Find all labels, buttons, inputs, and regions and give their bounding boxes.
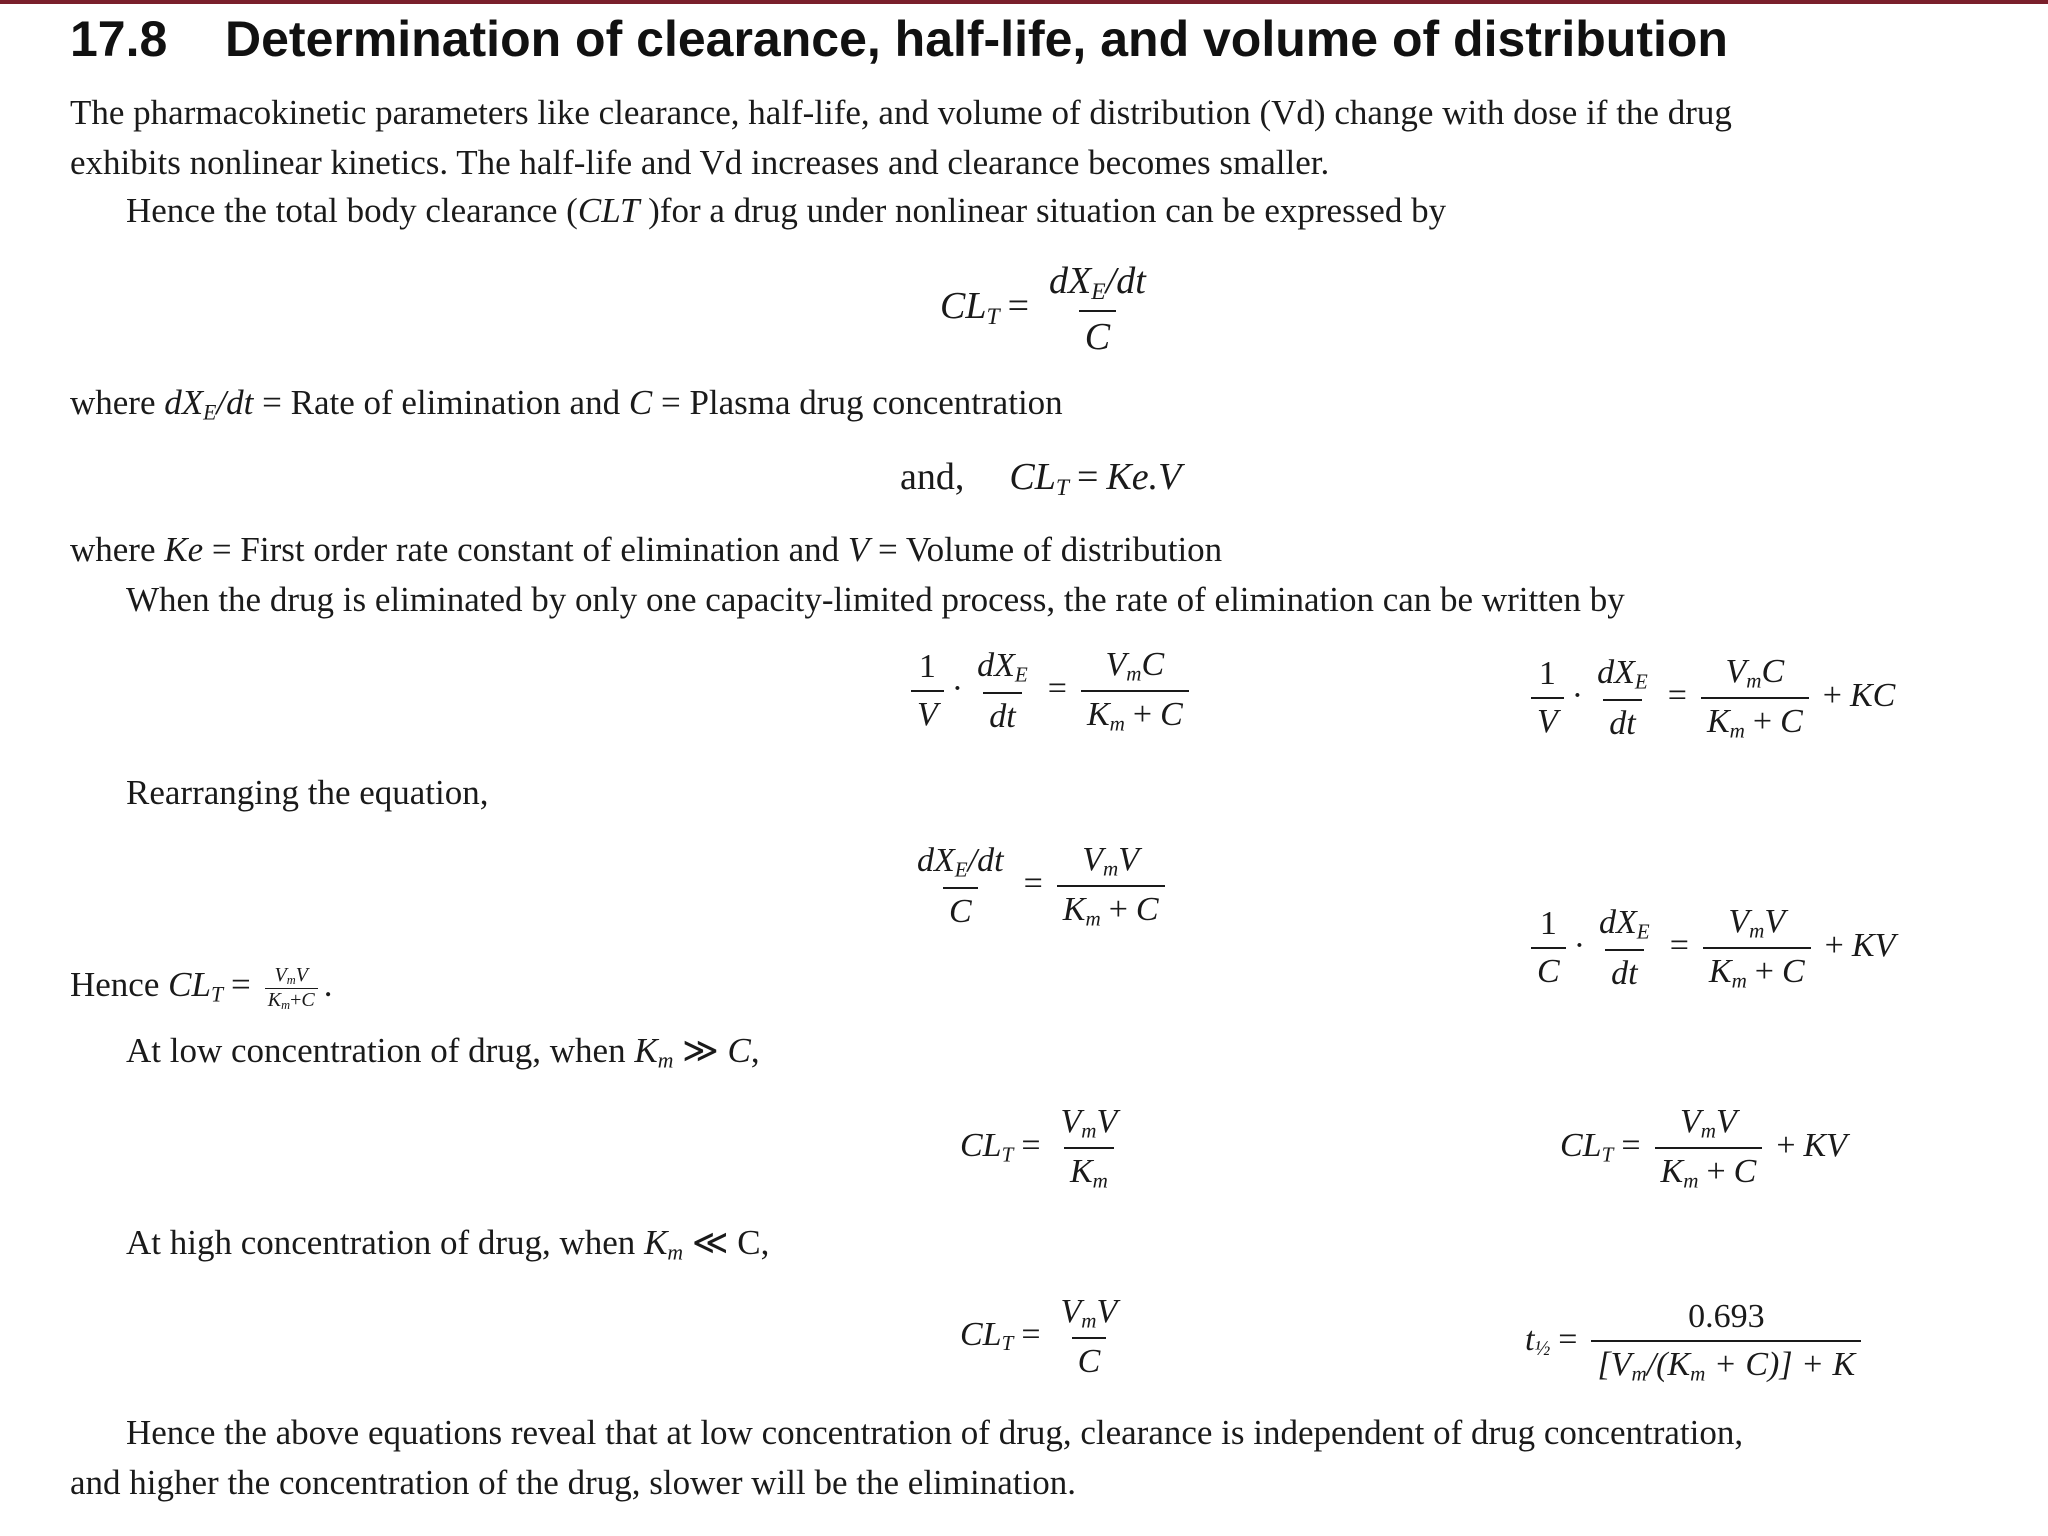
equation-clearance-high-concentration: $CL_T$ = $\frac{V_mV}{C}$ bbox=[960, 1293, 1118, 1381]
equation-cl-ke-v: and, $CL_T = Ke.V$ bbox=[900, 456, 1182, 501]
equation-rate-capacity-limited: $\frac{1}{V}$ · $\frac{dX_E}{dt}$ = $\frac{V_mC}{K_m + C}$ bbox=[905, 648, 1195, 735]
hence-clearance-expression: Hence $CL_T$ = $\frac{V_mV}{K_m+C}$ . bbox=[70, 964, 333, 1012]
section-number: 17.8 bbox=[70, 11, 168, 67]
equation-clearance-low-concentration: $CL_T$ = $\frac{V_mV}{K_m}$ bbox=[960, 1103, 1118, 1193]
conclusion-line-1: Hence the above equations reveal that at low concentration of drug, clearance is independent of drug concentration, bbox=[126, 1413, 1744, 1452]
section-title: Determination of clearance, half-life, and volume of distribution bbox=[225, 11, 1728, 67]
paragraph-2: Hence the total body clearance (CLT )for a drug under nonlinear situation can be expressed by bbox=[126, 191, 1447, 230]
top-accent-bar bbox=[0, 0, 2048, 4]
equation-half-life: $t_{\frac{1}{2}}$ = $\frac{0.693}{[V_m/(K_m + C)] + K}$ bbox=[1525, 1300, 1867, 1384]
conclusion-line-2: and higher the concentration of the drug, slower will be the elimination. bbox=[70, 1463, 1076, 1502]
equation-rate-with-linear-term: $\frac{1}{V}$ · $\frac{dX_E}{dt}$ = $\frac{V_mC}{K_m + C}$ + KC bbox=[1525, 655, 1895, 742]
low-concentration-condition: At low concentration of drug, when $K_m$ ≫ C, bbox=[126, 1031, 760, 1073]
section-heading bbox=[70, 10, 1728, 68]
where-rate-of-elimination: where $dX_E/dt$ = Rate of elimination and C = Plasma drug concentration bbox=[70, 383, 1063, 425]
where-ke-definition: where Ke = First order rate constant of elimination and V = Volume of distribution bbox=[70, 530, 1223, 569]
equation-rearranged: $\frac{dX_E/dt}{C}$ = $\frac{V_mV}{K_m + C}$ bbox=[905, 843, 1171, 930]
rearranging-label: Rearranging the equation, bbox=[126, 773, 489, 812]
paragraph-1-line-2: exhibits nonlinear kinetics. The half-life and Vd increases and clearance becomes smaller. bbox=[70, 143, 1330, 182]
equation-rearranged-with-linear-term: $\frac{1}{C}$ · $\frac{dX_E}{dt}$ = $\frac{V_mV}{K_m + C}$ + KV bbox=[1525, 905, 1895, 992]
equation-clearance-definition: $CL_T$ = $\frac{dX_E/dt}{C}$ bbox=[940, 260, 1146, 359]
paragraph-3: When the drug is eliminated by only one capacity-limited process, the rate of elimination can be written by bbox=[126, 580, 1625, 619]
paragraph-1-line-1: The pharmacokinetic parameters like clearance, half-life, and volume of distribution (Vd) change with dose if the drug bbox=[70, 93, 1732, 132]
equation-clearance-with-linear-term: $CL_T$ = $\frac{V_mV}{K_m + C}$ + KV bbox=[1560, 1103, 1847, 1193]
high-concentration-condition: At high concentration of drug, when $K_m$ ≪ C, bbox=[126, 1223, 770, 1265]
